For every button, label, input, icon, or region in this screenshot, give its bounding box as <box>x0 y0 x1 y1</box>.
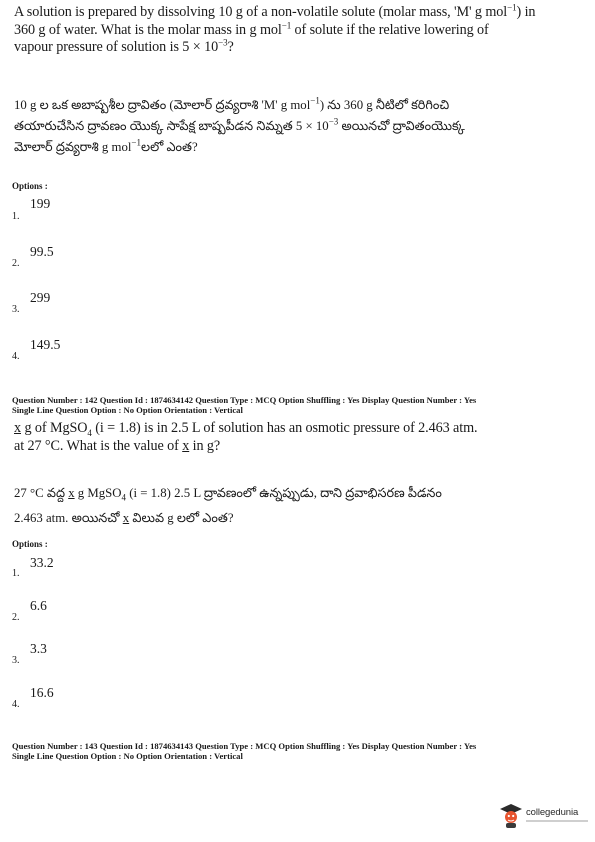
q142-metadata <box>12 395 582 415</box>
q141-option-1-value[interactable]: 199 <box>30 196 51 211</box>
q142-option-2-value[interactable]: 6.6 <box>30 598 47 613</box>
q141-option-1-number: 1. <box>12 211 20 222</box>
q142-meta-line-1: Question Number : 142 Question Id : 1874634142 Question Type : MCQ Option Shuffling : Yes Display Question Number : Yes <box>12 395 477 405</box>
q141-english-text <box>14 4 584 57</box>
collegedunia-logo <box>499 803 591 829</box>
q142-option-3-number: 3. <box>12 655 20 666</box>
q141-option-3-number: 3. <box>12 304 20 315</box>
logo-wordmark: collegedunia <box>526 807 579 818</box>
q141-option-4-value[interactable]: 149.5 <box>30 337 61 352</box>
q141-en-line-1: A solution is prepared by dissolving 10 g of a non-volatile solute (molar mass, 'M' g mol$^{-1}$) in <box>14 2 536 20</box>
q141-te-line-2: తయారుచేసిన ద్రావణం యొక్క సాపేక్ష బాష్పపీడన నిమ్నత $5 \times 10^{-3}$ అయినచో ద్రావితంయొక్క <box>14 116 465 133</box>
q142-options-label: Options : <box>12 539 48 549</box>
q142-option-1-value[interactable]: 33.2 <box>30 555 54 570</box>
q141-option-3-value[interactable]: 299 <box>30 290 51 305</box>
graduate-mascot-icon <box>499 803 523 829</box>
q142-meta-line-2: Single Line Question Option : No Option Orientation : Vertical <box>12 405 243 415</box>
q142-telugu-text <box>14 483 584 529</box>
q141-option-4-number: 4. <box>12 351 20 362</box>
q142-en-line-1: x g of MgSO$_4$ (i = 1.8) is in 2.5 L of solution has an osmotic pressure of 2.463 atm. <box>14 420 478 438</box>
q141-telugu-text <box>14 95 584 158</box>
q143-meta-line-1: Question Number : 143 Question Id : 1874634143 Question Type : MCQ Option Shuffling : Yes Display Question Number : Yes <box>12 741 477 751</box>
q141-option-2-number: 2. <box>12 258 20 269</box>
q143-meta-line-2: Single Line Question Option : No Option Orientation : Vertical <box>12 751 243 761</box>
q141-en-line-2: 360 g of water. What is the molar mass in g mol$^{-1}$ of solute if the relative lowering of <box>14 19 489 38</box>
q142-en-line-2: at 27 °C. What is the value of x in g? <box>14 437 221 454</box>
q141-option-2-value[interactable]: 99.5 <box>30 244 54 259</box>
q142-option-3-value[interactable]: 3.3 <box>30 641 47 656</box>
q141-te-line-1: 10 g ల ఒక అబాష్పశీల ద్రావితం (మోలార్ ద్రవ్యరాశి 'M' g mol$^{-1}$) ను 360 g నీటిలో కరిగించి <box>14 95 450 112</box>
q142-english-text <box>14 420 584 455</box>
q142-option-2-number: 2. <box>12 612 20 623</box>
q143-metadata <box>12 741 582 761</box>
q141-options-label: Options : <box>12 181 48 191</box>
q142-option-4-value[interactable]: 16.6 <box>30 685 54 700</box>
q142-option-1-number: 1. <box>12 568 20 579</box>
q142-te-line-2: 2.463 atm. అయినచో x విలువ g లలో ఎంత? <box>14 511 234 525</box>
q142-te-line-1: 27 °C వద్ద x g MgSO$_4$ (i = 1.8) 2.5 L ద్రావణంలో ఉన్నప్పుడు, దాని ద్రవాభిసరణ పీడనం <box>14 486 442 503</box>
q141-en-line-3: vapour pressure of solution is $5 \times 10^{-3}$? <box>14 37 234 55</box>
q141-te-line-3: మోలార్ ద్రవ్యరాశి g mol$^{-1}$లలో ఎంత? <box>14 137 198 154</box>
q142-option-4-number: 4. <box>12 699 20 710</box>
logo-tagline-bar <box>526 820 588 822</box>
